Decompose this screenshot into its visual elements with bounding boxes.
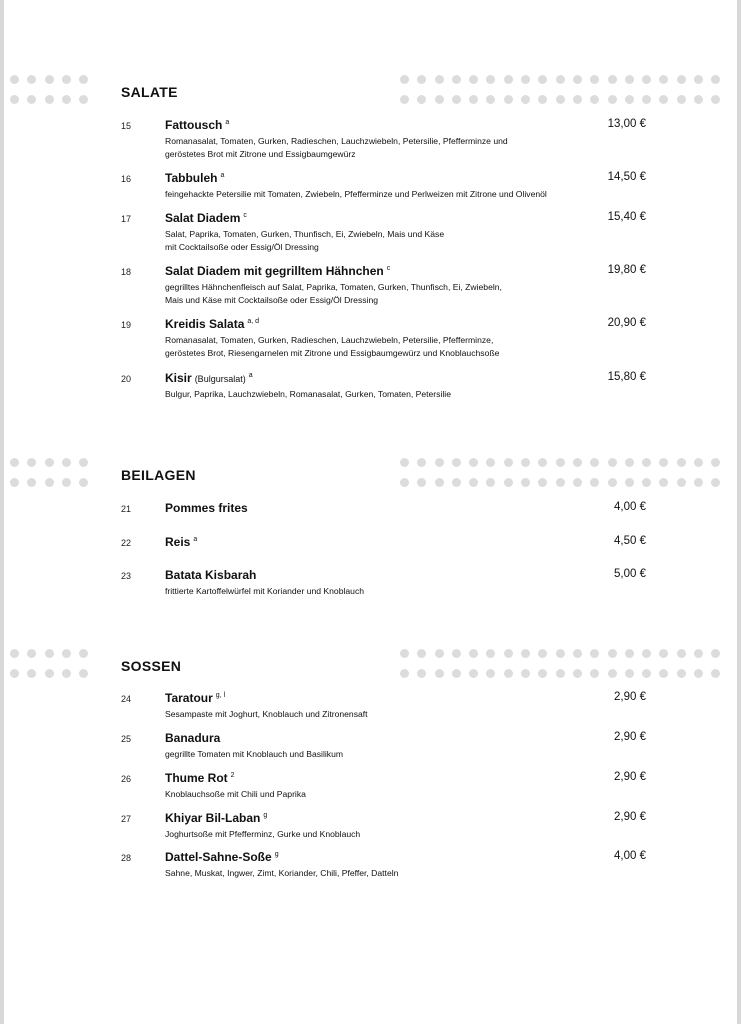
allergen-codes: g (263, 812, 268, 819)
description-line: frittierte Kartoffelwürfel mit Koriander und Knoblauch (165, 586, 365, 596)
decorative-dots (10, 75, 88, 104)
item-price: 5,00 € (614, 568, 646, 580)
description-line: geröstetes Brot, Riesengarnelen mit Zitrone und Essigbaumgewürz und Knoblauchsoße (165, 348, 500, 358)
description-line: Bulgur, Paprika, Lauchzwiebeln, Romanasalat, Gurken, Tomaten, Petersilie (165, 389, 451, 399)
item-price: 13,00 € (607, 118, 646, 130)
item-name (165, 371, 253, 385)
item-description (165, 585, 635, 598)
item-price: 4,00 € (614, 850, 646, 862)
allergen-codes: g (274, 851, 279, 858)
description-line: Mais und Käse mit Cocktailsoße oder Essig/Öl Dressing (165, 295, 379, 305)
decorative-dots (400, 75, 720, 104)
decorative-dots (10, 458, 88, 487)
item-price: 15,80 € (607, 371, 646, 383)
item-name-text: Kreidis Salata (165, 317, 245, 331)
item-number: 19 (121, 320, 132, 330)
description-line: Romanasalat, Tomaten, Gurken, Radieschen, Lauchzwiebeln, Petersilie, Pfefferminze und (165, 136, 508, 146)
item-number: 17 (121, 214, 132, 224)
item-price: 19,80 € (607, 264, 646, 276)
allergen-codes: c (386, 265, 391, 272)
item-description (165, 228, 635, 254)
decorative-dots (400, 458, 720, 487)
item-name (165, 850, 279, 864)
item-name-text: Dattel-Sahne-Soße (165, 850, 272, 864)
allergen-codes: a (248, 372, 253, 379)
item-name (165, 771, 235, 785)
description-line: Sahne, Muskat, Ingwer, Zimt, Koriander, Chili, Pfeffer, Datteln (165, 868, 399, 878)
item-price: 2,90 € (614, 811, 646, 823)
item-price: 2,90 € (614, 731, 646, 743)
item-price: 14,50 € (607, 171, 646, 183)
item-description (165, 334, 635, 360)
item-name-text: Pommes frites (165, 501, 248, 515)
item-name (165, 811, 267, 825)
description-line: Joghurtsoße mit Pfefferminz, Gurke und Knoblauch (165, 829, 361, 839)
item-description (165, 135, 635, 161)
description-line: feingehackte Petersilie mit Tomaten, Zwiebeln, Pfefferminze und Perlweizen mit Zitrone und Olivenöl (165, 189, 547, 199)
item-number: 27 (121, 814, 132, 824)
section-title: SALATE (121, 84, 178, 100)
page-edge-right (737, 0, 741, 1024)
item-description (165, 281, 635, 307)
section-title: BEILAGEN (121, 467, 196, 483)
item-number: 15 (121, 121, 132, 131)
item-name-text: Reis (165, 535, 191, 549)
item-description (165, 188, 635, 201)
item-name (165, 317, 259, 331)
item-name (165, 501, 248, 515)
decorative-dots (10, 649, 88, 678)
item-number: 26 (121, 774, 132, 784)
item-description (165, 828, 635, 841)
item-price: 2,90 € (614, 691, 646, 703)
item-number: 23 (121, 571, 132, 581)
item-description (165, 388, 635, 401)
item-description (165, 748, 635, 761)
item-name (165, 264, 390, 278)
description-line: mit Cocktailsoße oder Essig/Öl Dressing (165, 242, 319, 252)
section-title: SOSSEN (121, 658, 182, 674)
item-name-text: Banadura (165, 731, 221, 745)
item-number: 28 (121, 853, 132, 863)
item-name-text: Salat Diadem (165, 211, 241, 225)
allergen-codes: a, d (247, 318, 260, 325)
item-description (165, 788, 635, 801)
item-price: 15,40 € (607, 211, 646, 223)
description-line: geröstetes Brot mit Zitrone und Essigbaumgewürz (165, 149, 356, 159)
description-line: Salat, Paprika, Tomaten, Gurken, Thunfisch, Ei, Zwiebeln, Mais und Käse (165, 229, 445, 239)
item-name-text: Fattousch (165, 118, 223, 132)
item-price: 4,50 € (614, 535, 646, 547)
item-number: 18 (121, 267, 132, 277)
allergen-codes: a (193, 536, 198, 543)
item-name-text: Batata Kisbarah (165, 568, 257, 582)
item-name (165, 731, 220, 745)
item-price: 20,90 € (607, 317, 646, 329)
item-description (165, 708, 635, 721)
page-edge-left (0, 0, 4, 1024)
item-name (165, 535, 197, 549)
allergen-codes: a (220, 172, 225, 179)
item-name-text: Kisir (165, 371, 192, 385)
allergen-codes: g, l (215, 692, 226, 699)
allergen-codes: 2 (230, 772, 235, 779)
item-name (165, 211, 247, 225)
item-price: 2,90 € (614, 771, 646, 783)
item-name-text: Khiyar Bil-Laban (165, 811, 261, 825)
description-line: Knoblauchsoße mit Chili und Paprika (165, 789, 306, 799)
item-name (165, 171, 224, 185)
item-number: 22 (121, 538, 132, 548)
description-line: Sesampaste mit Joghurt, Knoblauch und Zitronensaft (165, 709, 368, 719)
description-line: gegrilltes Hähnchenfleisch auf Salat, Paprika, Tomaten, Gurken, Thunfisch, Ei, Zwiebeln, (165, 282, 502, 292)
item-name-text: Salat Diadem mit gegrilltem Hähnchen (165, 264, 384, 278)
description-line: Romanasalat, Tomaten, Gurken, Radieschen, Lauchzwiebeln, Petersilie, Pfefferminze, (165, 335, 494, 345)
description-line: gegrillte Tomaten mit Knoblauch und Basilikum (165, 749, 344, 759)
item-name (165, 118, 229, 132)
decorative-dots (400, 649, 720, 678)
item-number: 24 (121, 694, 132, 704)
item-price: 4,00 € (614, 501, 646, 513)
item-name-text: Tabbuleh (165, 171, 218, 185)
item-subtitle: (Bulgursalat) (194, 374, 246, 384)
item-name (165, 568, 256, 582)
allergen-codes: c (243, 212, 247, 219)
item-number: 20 (121, 374, 132, 384)
item-name-text: Thume Rot (165, 771, 228, 785)
item-number: 16 (121, 174, 132, 184)
item-description (165, 867, 635, 880)
item-name (165, 691, 225, 705)
item-number: 21 (121, 504, 132, 514)
allergen-codes: a (225, 119, 230, 126)
item-name-text: Taratour (165, 691, 213, 705)
item-number: 25 (121, 734, 132, 744)
